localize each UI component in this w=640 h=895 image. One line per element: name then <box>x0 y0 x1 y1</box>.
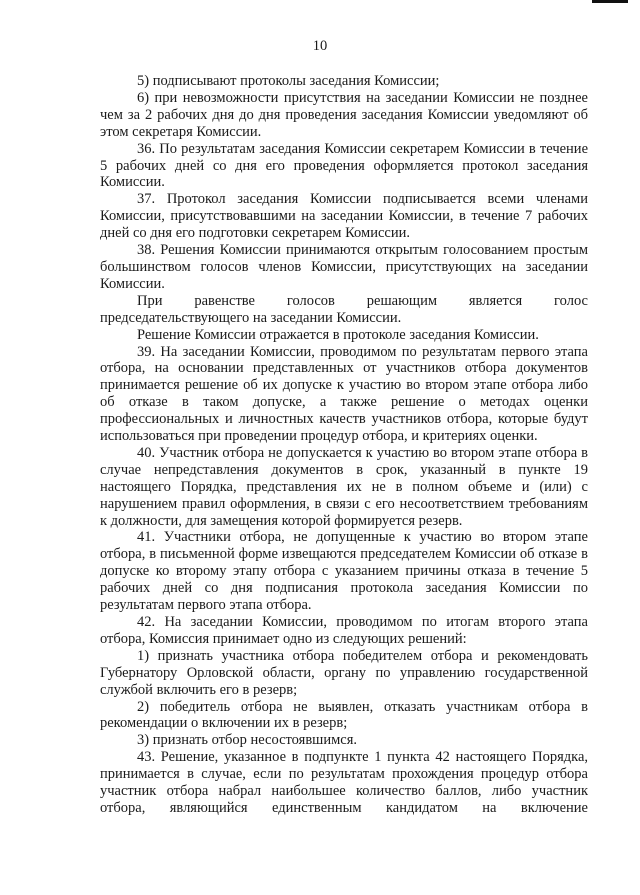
document-body <box>100 73 588 817</box>
paragraph-42-option-3: 3) признать отбор несостоявшимся. <box>137 732 357 749</box>
paragraph-37: 37. Протокол заседания Комиссии подписывается всеми членами Комиссии, присутствовавшими на заседании Комиссии, в течение 7 рабочих дней со дня его подготовки секретарем Комиссии. <box>100 191 588 242</box>
paragraph-41: 41. Участники отбора, не допущенные к участию во втором этапе отбора, в письменной форме извещаются председателем Комиссии об отказе в допуске ко второму этапу отбора с указанием причины отказа в течение 5 рабочих дней со дня подписания протокола заседания Комиссии по результатам первого этапа отбора. <box>100 529 588 614</box>
paragraph-42-option-2: 2) победитель отбора не выявлен, отказать участникам отбора в рекомендации о включении их в резерв; <box>100 698 588 732</box>
paragraph-42: 42. На заседании Комиссии, проводимом по итогам второго этапа отбора, Комиссия принимает одно из следующих решений: <box>100 614 588 647</box>
paragraph-40: 40. Участник отбора не допускается к участию во втором этапе отбора в случае непредставления документов в срок, указанный в пункте 19 настоящего Порядка, представления их не в полном объеме и (или) с нарушением правил оформления, в связи с его несоответствием требованиям к должности, для замещения которой формируется резерв. <box>100 444 588 529</box>
paragraph-43: 43. Решение, указанное в подпункте 1 пункта 42 настоящего Порядка, принимается в случае, если по результатам прохождения процедур отбора участник отбора набрал наибольшее количество баллов, либо участник отбора, являющийся единственным кандидатом на включение <box>100 749 588 816</box>
paragraph-38-tie-vote: При равенстве голосов решающим является голос председательствующего на заседании Комиссии. <box>100 292 588 326</box>
paragraph-38: 38. Решения Комиссии принимаются открытым голосованием простым большинством голосов членов Комиссии, присутствующих на заседании Комиссии. <box>100 242 588 292</box>
page-number: 10 <box>312 38 328 54</box>
corner-mark <box>592 0 628 3</box>
paragraph-42-option-1: 1) признать участника отбора победителем отбора и рекомендовать Губернатору Орловской области, органу по управлению государственной службой включить его в резерв; <box>100 647 588 698</box>
paragraph-36: 36. По результатам заседания Комиссии секретарем Комиссии в течение 5 рабочих дней со дня его проведения оформляется протокол заседания Комиссии. <box>100 140 588 191</box>
paragraph-38-decision-record: Решение Комиссии отражается в протоколе заседания Комиссии. <box>137 326 539 343</box>
paragraph-39: 39. На заседании Комиссии, проводимом по результатам первого этапа отбора, на основании представленных от участников отбора документов принимается решение об их допуске к участию во втором этапе отбора либо об отказе в таком допуске, а также решение о методах оценки профессиональных и личностных качеств участников отбора, которые будут использоваться при проведении процедур отбора, и критериях оценки. <box>100 343 588 445</box>
paragraph-subitem-6: 6) при невозможности присутствия на заседании Комиссии не позднее чем за 2 рабочих дня до дня проведения заседания Комиссии уведомляют об этом секретаря Комиссии. <box>100 89 588 140</box>
paragraph-subitem-5: 5) подписывают протоколы заседания Комиссии; <box>137 73 440 89</box>
